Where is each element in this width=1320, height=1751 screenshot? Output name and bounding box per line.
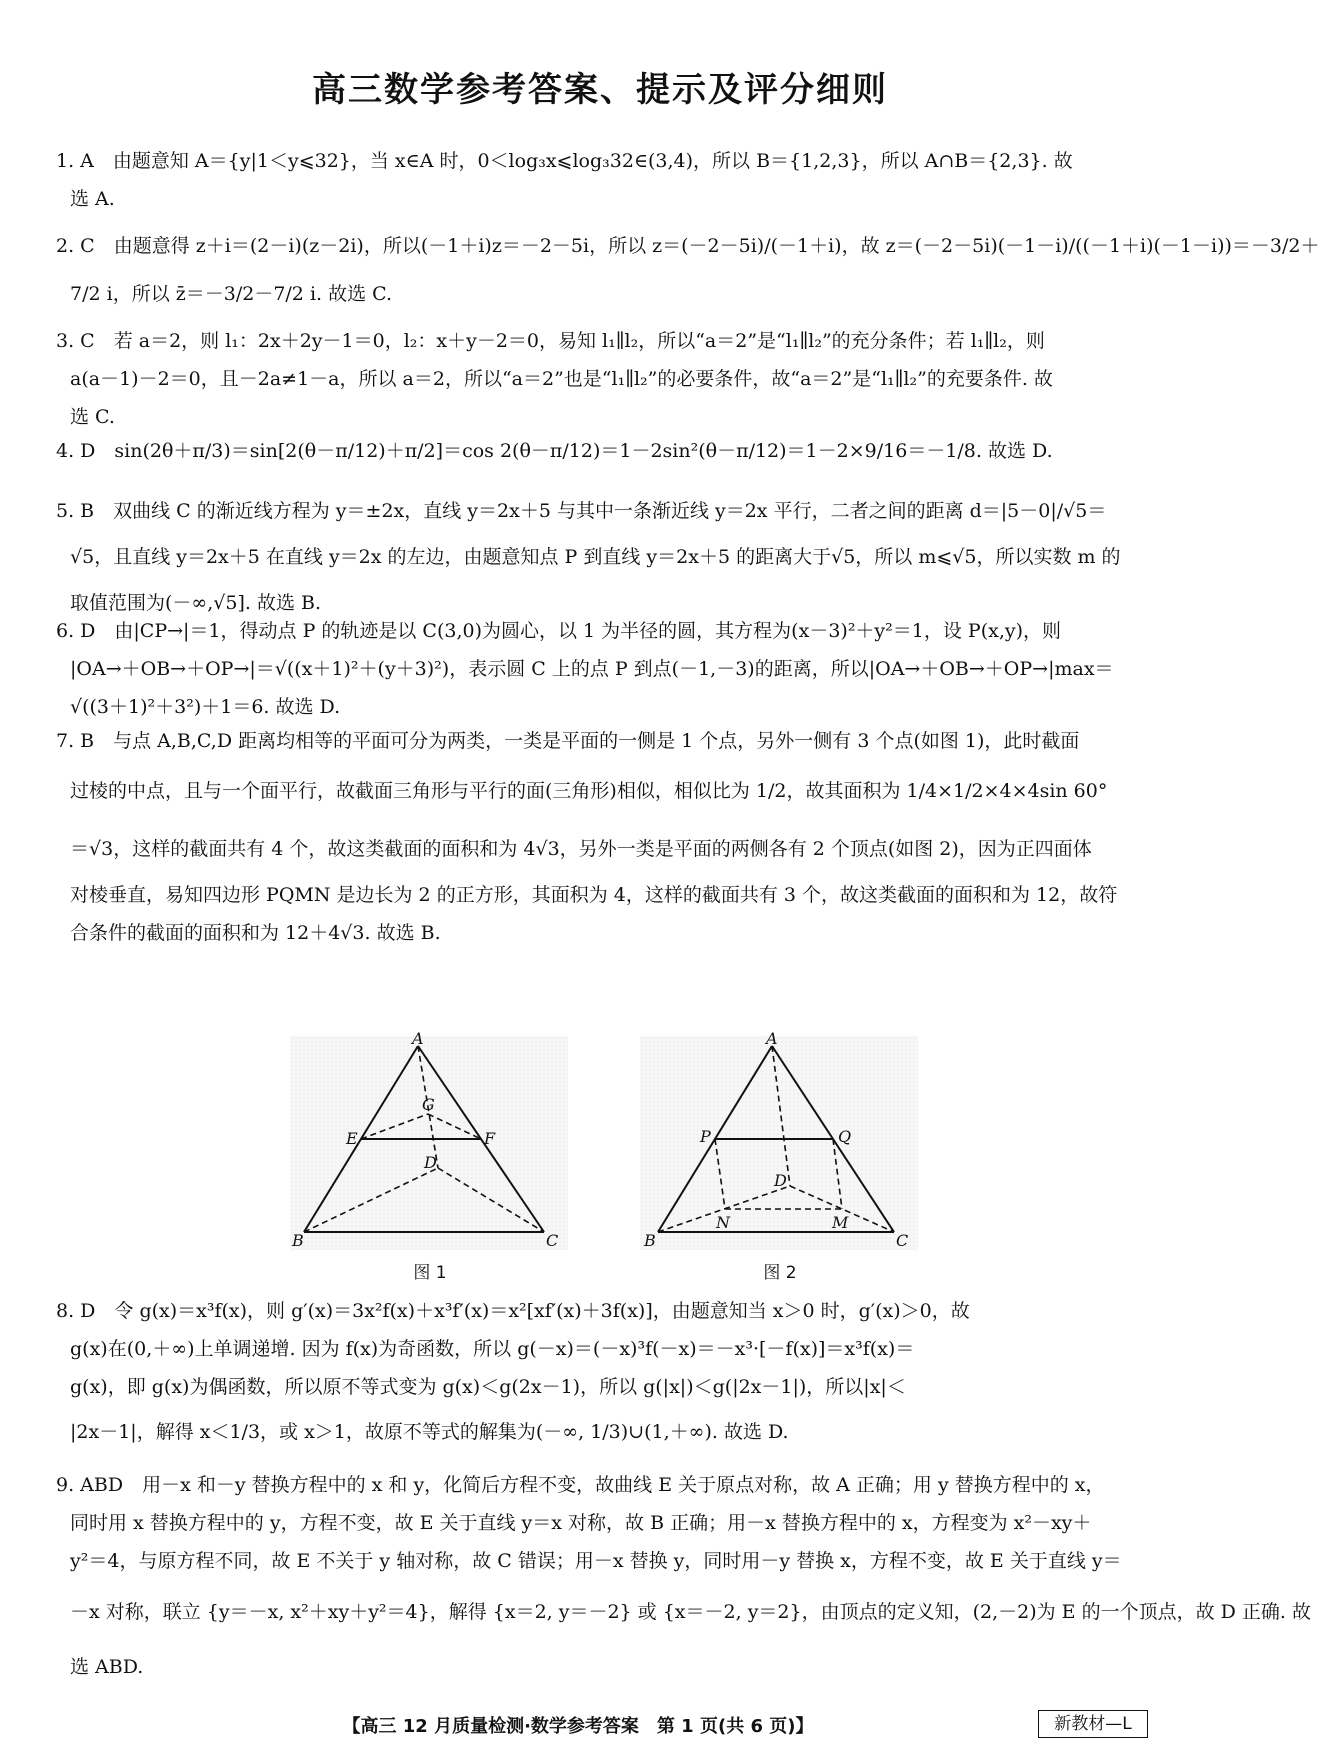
edition-tag: 新教材—L — [1038, 1710, 1148, 1738]
problem-line: |2x－1|，解得 x＜1/3，或 x＞1，故原不等式的解集为(－∞, 1/3)∪(1,＋∞). 故选 D. — [70, 1421, 789, 1443]
problem-line: 合条件的截面的面积和为 12＋4√3. 故选 B. — [70, 922, 441, 944]
segment-pn — [715, 1139, 725, 1209]
figure-1-diagram — [290, 1029, 568, 1250]
problem-line: 4. D sin(2θ＋π/3)＝sin[2(θ－π/12)＋π/2]＝cos 2(θ－π/12)＝1－2sin²(θ－π/12)＝1－2×9/16＝－1/8. 故选 D. — [56, 440, 1053, 462]
problem-line: √((3＋1)²＋3²)＋1＝6. 故选 D. — [70, 696, 341, 718]
problem-3 — [56, 322, 1152, 436]
problem-line: 7/2 i，所以 z̄＝－3/2－7/2 i. 故选 C. — [70, 283, 393, 305]
problem-line: ＝√3，这样的截面共有 4 个，故这类截面的面积和为 4√3，另外一类是平面的两侧各有 2 个顶点(如图 2)，因为正四面体 — [70, 838, 1092, 860]
problem-8 — [56, 1292, 1152, 1458]
figure-2-caption: 图 2 — [763, 1263, 797, 1283]
problem-1 — [56, 142, 1152, 218]
label-g: G — [422, 1095, 435, 1114]
problem-line: 取值范围为(－∞,√5]. 故选 B. — [70, 592, 322, 614]
problem-line: 1. A 由题意知 A＝{y|1＜y⩽32}，当 x∈A 时，0＜log₃x⩽log₃32∈(3,4)，所以 B＝{1,2,3}，所以 A∩B＝{2,3}. 故 — [56, 150, 1073, 172]
problem-line: －x 对称，联立 {y＝－x, x²＋xy＋y²＝4}，解得 {x＝2, y＝－2} 或 {x＝－2, y＝2}，由顶点的定义知，(2,－2)为 E 的一个顶点，故 D 正确. 故 — [70, 1601, 1311, 1623]
figure-2 — [640, 1029, 918, 1283]
problem-line: 6. D 由|CP→|＝1，得动点 P 的轨迹是以 C(3,0)为圆心，以 1 为半径的圆，其方程为(x－3)²＋y²＝1，设 P(x,y)，则 — [56, 620, 1062, 642]
problem-line: √5，且直线 y＝2x＋5 在直线 y＝2x 的左边，由题意知点 P 到直线 y＝2x＋5 的距离大于√5，所以 m⩽√5，所以实数 m 的 — [70, 546, 1121, 568]
label-c: C — [896, 1231, 909, 1250]
figure-1-caption: 图 1 — [413, 1263, 447, 1283]
label-f: F — [484, 1129, 496, 1148]
label-q: Q — [838, 1127, 852, 1146]
problem-line: a(a－1)－2＝0，且－2a≠1－a，所以 a＝2，所以“a＝2”也是“l₁∥l₂”的必要条件，故“a＝2”是“l₁∥l₂”的充要条件. 故 — [70, 368, 1053, 390]
figure-2-diagram — [640, 1029, 918, 1250]
problem-5 — [56, 488, 1152, 626]
problem-line: 同时用 x 替换方程中的 y，方程不变，故 E 关于直线 y＝x 对称，故 B 正确；用－x 替换方程中的 x，方程变为 x²－xy＋ — [70, 1512, 1092, 1534]
footer-text: 【高三 12 月质量检测·数学参考答案 第 1 页(共 6 页)】 — [342, 1716, 814, 1737]
figure-1 — [290, 1029, 568, 1283]
problem-4 — [56, 432, 1152, 470]
problem-line: 2. C 由题意得 z＋i＝(2－i)(z－2i)，所以(－1＋i)z＝－2－5i，所以 z＝(－2－5i)/(－1＋i)，故 z＝(－2－5i)(－1－i)/((－1＋i)(－1－i))＝－3/2＋ — [56, 235, 1320, 257]
problem-line: g(x)，即 g(x)为偶函数，所以原不等式变为 g(x)＜g(2x－1)，所以 g(|x|)＜g(|2x－1|)，所以|x|＜ — [70, 1376, 906, 1398]
problem-line: 选 A. — [70, 188, 115, 210]
problem-line: 选 C. — [70, 406, 115, 428]
problem-9 — [56, 1466, 1311, 1690]
problem-line: y²＝4，与原方程不同，故 E 不关于 y 轴对称，故 C 错误；用－x 替换 y，同时用－y 替换 x，方程不变，故 E 关于直线 y＝ — [70, 1550, 1122, 1572]
label-d: D — [774, 1171, 787, 1190]
problem-line: 9. ABD 用－x 和－y 替换方程中的 x 和 y，化简后方程不变，故曲线 E 关于原点对称，故 A 正确；用 y 替换方程中的 x， — [56, 1474, 1105, 1496]
figures-area — [0, 1029, 1200, 1286]
problem-line: 选 ABD. — [70, 1656, 144, 1678]
problem-line: 8. D 令 g(x)＝x³f(x)，则 g′(x)＝3x²f(x)＋x³f′(x)＝x²[xf′(x)＋3f(x)]，由题意知当 x＞0 时，g′(x)＞0，故 — [56, 1300, 970, 1322]
label-n: N — [716, 1213, 730, 1232]
problem-line: g(x)在(0,＋∞)上单调递增. 因为 f(x)为奇函数，所以 g(－x)＝(－x)³f(－x)＝－x³·[－f(x)]＝x³f(x)＝ — [70, 1338, 915, 1360]
page-footer — [0, 1708, 1200, 1744]
problem-6 — [56, 612, 1152, 726]
edge-dc — [438, 1168, 544, 1232]
problem-2 — [56, 222, 1320, 318]
problem-line: 5. B 双曲线 C 的渐近线方程为 y＝±2x，直线 y＝2x＋5 与其中一条渐近线 y＝2x 平行，二者之间的距离 d＝|5－0|/√5＝ — [56, 500, 1107, 522]
label-b: B — [292, 1231, 304, 1250]
edge-ad — [772, 1046, 790, 1186]
label-e: E — [346, 1129, 358, 1148]
problem-line: |OA→＋OB→＋OP→|＝√((x＋1)²＋(y＋3)²)，表示圆 C 上的点 P 到点(－1,－3)的距离，所以|OA→＋OB→＋OP→|max＝ — [70, 658, 1114, 680]
problem-line: 3. C 若 a＝2，则 l₁：2x＋2y－1＝0，l₂：x＋y－2＝0，易知 l₁∥l₂，所以“a＝2”是“l₁∥l₂”的充分条件；若 l₁∥l₂，则 — [56, 330, 1045, 352]
label-c: C — [546, 1231, 559, 1250]
segment-eg — [361, 1114, 428, 1139]
problem-line: 过棱的中点，且与一个面平行，故截面三角形与平行的面(三角形)相似，相似比为 1/2，故其面积为 1/4×1/2×4×4sin 60° — [70, 780, 1108, 802]
label-b: B — [644, 1231, 656, 1250]
label-m: M — [832, 1213, 849, 1232]
label-p: P — [700, 1127, 711, 1146]
page-title: 高三数学参考答案、提示及评分细则 — [312, 70, 888, 110]
problem-line: 7. B 与点 A,B,C,D 距离均相等的平面可分为两类，一类是平面的一侧是 1 个点，另外一侧有 3 个点(如图 1)，此时截面 — [56, 730, 1080, 752]
label-a: A — [766, 1029, 778, 1048]
problem-line: 对棱垂直，易知四边形 PQMN 是边长为 2 的正方形，其面积为 4，这样的截面共有 3 个，故这类截面的面积和为 12，故符 — [70, 884, 1118, 906]
label-d: D — [424, 1153, 437, 1172]
problem-7 — [56, 722, 1152, 952]
label-a: A — [412, 1029, 424, 1048]
